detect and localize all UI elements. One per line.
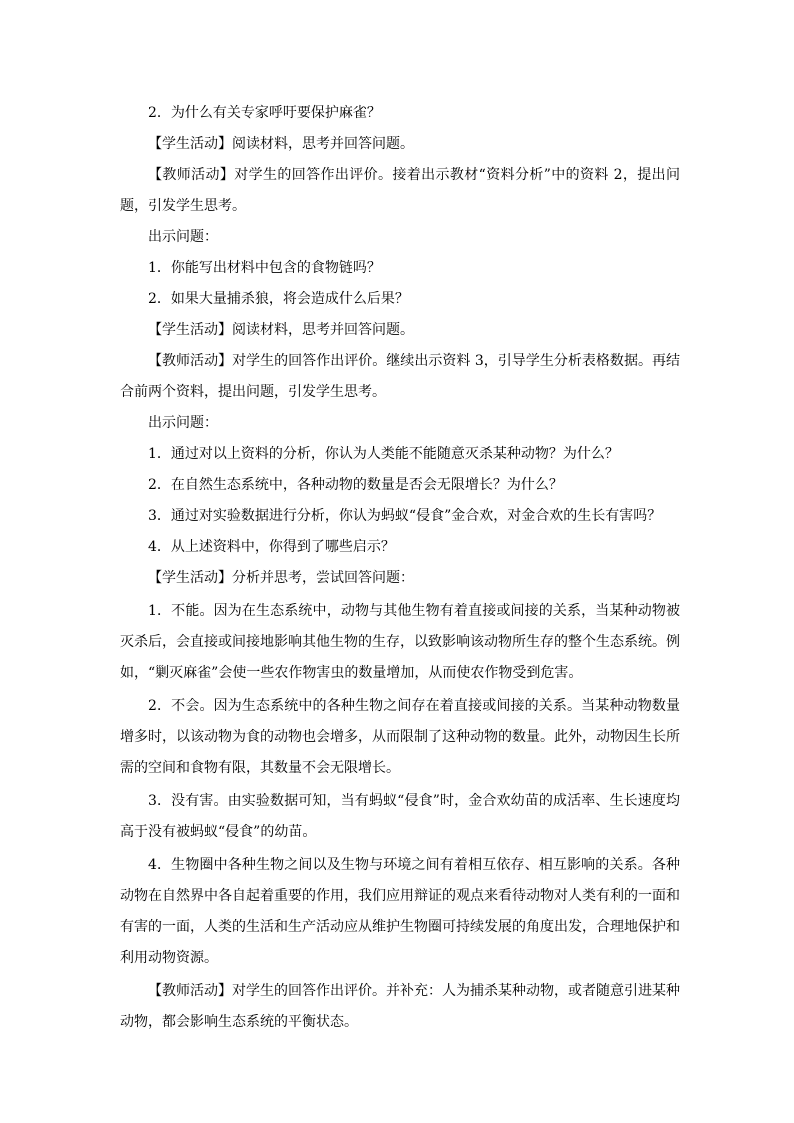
question-paragraph: 4．从上述资料中，你得到了哪些启示？ xyxy=(148,539,395,555)
answer-paragraph: 3．没有害。由实验数据可知，当有蚂蚁“侵食”时，金合欢幼苗的成活率、生长速度均高于没有被蚂蚁“侵食”的幼苗。 xyxy=(120,793,680,840)
question-paragraph: 2．如果大量捕杀狼，将会造成什么后果？ xyxy=(148,291,409,307)
teacher-activity-paragraph: 【教师活动】对学生的回答作出评价。接着出示教材“资料分析”中的资料 2，提出问题，引发学生思考。 xyxy=(120,167,680,214)
answer-paragraph: 4．生物圈中各种生物之间以及生物与环境之间有着相互依存、相互影响的关系。各种动物在自然界中各自起着重要的作用，我们应用辩证的观点来看待动物对人类有利的一面和有害的一面，人类的生活和生产活动应从维护生物圈可持续发展的角度出发，合理地保护和利用动物资源。 xyxy=(120,857,680,966)
show-questions-heading: 出示问题： xyxy=(148,229,218,245)
show-questions-heading: 出示问题： xyxy=(148,415,218,431)
student-activity-paragraph: 【学生活动】阅读材料，思考并回答问题。 xyxy=(148,136,414,152)
question-paragraph: 3．通过对实验数据进行分析，你认为蚂蚁“侵食”金合欢，对金合欢的生长有害吗？ xyxy=(148,508,662,524)
answer-paragraph: 2．不会。因为生态系统中的各种生物之间存在着直接或间接的关系。当某种动物数量增多时，以该动物为食的动物也会增多，从而限制了这种动物的数量。此外，动物因生长所需的空间和食物有限，其数量不会无限增长。 xyxy=(120,698,680,776)
question-2-paragraph: 2．为什么有关专家呼吁要保护麻雀？ xyxy=(148,105,381,121)
question-paragraph: 1．通过对以上资料的分析，你认为人类能不能随意灭杀某种动物？为什么？ xyxy=(148,446,619,462)
teacher-activity-paragraph: 【教师活动】对学生的回答作出评价。继续出示资料 3，引导学生分析表格数据。再结合前两个资料，提出问题，引发学生思考。 xyxy=(120,353,680,400)
question-paragraph: 2．在自然生态系统中，各种动物的数量是否会无限增长？为什么？ xyxy=(148,477,563,493)
question-paragraph: 1．你能写出材料中包含的食物链吗？ xyxy=(148,260,381,276)
teacher-activity-paragraph: 【教师活动】对学生的回答作出评价。并补充：人为捕杀某种动物，或者随意引进某种动物，都会影响生态系统的平衡状态。 xyxy=(120,983,680,1030)
document-body xyxy=(120,98,680,1038)
student-activity-paragraph: 【学生活动】阅读材料，思考并回答问题。 xyxy=(148,322,414,338)
student-activity-paragraph: 【学生活动】分析并思考，尝试回答问题： xyxy=(148,570,414,586)
answer-paragraph: 1．不能。因为在生态系统中，动物与其他生物有着直接或间接的关系，当某种动物被灭杀后，会直接或间接地影响其他生物的生存，以致影响该动物所生存的整个生态系统。例如，“剿灭麻雀”会使一些农作物害虫的数量增加，从而使农作物受到危害。 xyxy=(120,603,680,681)
